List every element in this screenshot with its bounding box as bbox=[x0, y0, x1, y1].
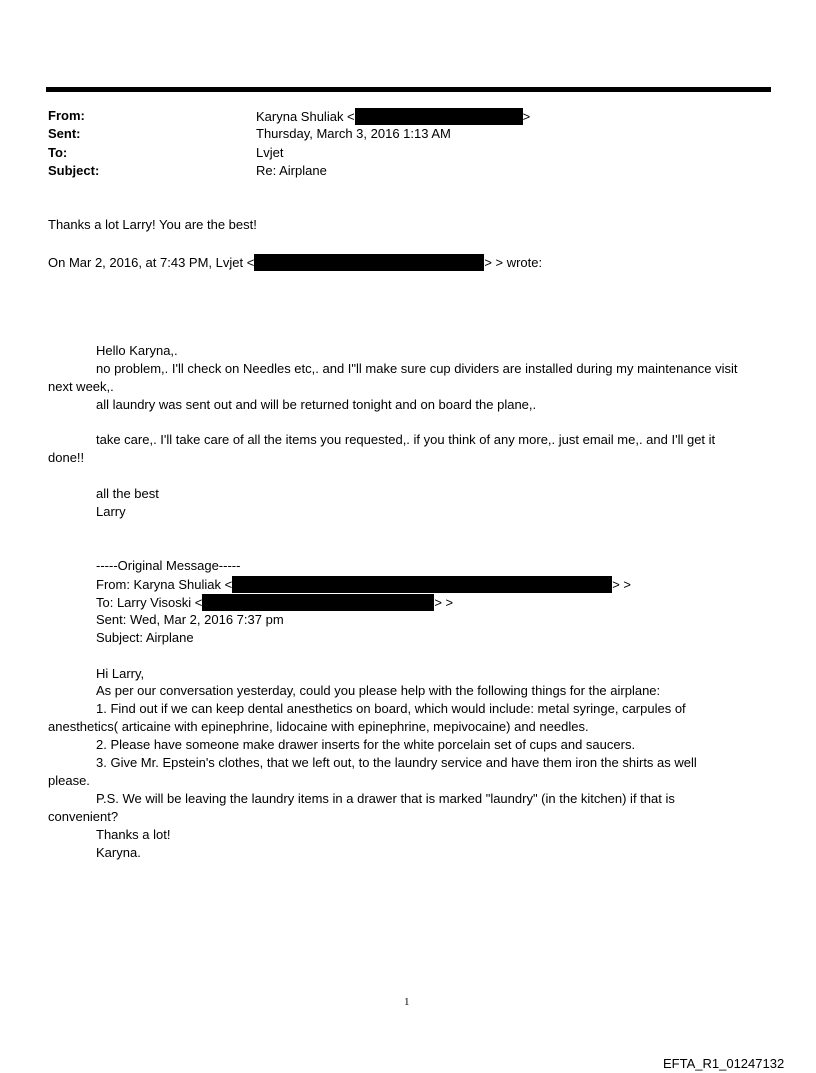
from-name: Karyna Shuliak < bbox=[256, 109, 355, 124]
from-tail: > bbox=[522, 109, 531, 124]
from-label: From: bbox=[48, 108, 85, 123]
redaction-box bbox=[232, 576, 612, 593]
quote-suffix: > > wrote: bbox=[484, 255, 543, 270]
larry-line: Hello Karyna,. bbox=[96, 343, 178, 358]
larry-line: no problem,. I'll check on Needles etc,. and I"ll make sure cup dividers are installed during my maintenance visit bbox=[96, 361, 738, 376]
header-rule bbox=[46, 87, 771, 92]
larry-line: take care,. I'll take care of all the items you requested,. if you think of any more,. just email me,. and I'll get it bbox=[96, 432, 716, 447]
to-label: To: bbox=[48, 145, 68, 160]
larry-line: all the best bbox=[96, 486, 159, 501]
subject-value: Re: Airplane bbox=[256, 163, 327, 178]
larry-signature: Larry bbox=[96, 504, 126, 519]
original-divider: -----Original Message----- bbox=[96, 558, 241, 573]
redaction-box bbox=[355, 108, 523, 125]
karyna-signature: Karyna. bbox=[96, 845, 141, 860]
original-sent: Sent: Wed, Mar 2, 2016 7:37 pm bbox=[96, 612, 284, 627]
karyna-line: P.S. We will be leaving the laundry items in a drawer that is marked "laundry" (in the kitchen) if that is bbox=[96, 791, 675, 806]
karyna-line: As per our conversation yesterday, could you please help with the following things for the airplane: bbox=[96, 683, 661, 698]
original-from-prefix: From: Karyna Shuliak < bbox=[96, 577, 233, 592]
karyna-line: anesthetics( articaine with epinephrine, lidocaine with epinephrine, mepivocaine) and needles. bbox=[48, 719, 589, 734]
karyna-line: Thanks a lot! bbox=[96, 827, 171, 842]
karyna-line: Hi Larry, bbox=[96, 666, 145, 681]
larry-line: done!! bbox=[48, 450, 85, 465]
page-number: 1 bbox=[404, 996, 410, 1008]
redaction-box bbox=[254, 254, 484, 271]
from-value bbox=[256, 108, 530, 125]
original-to-prefix: To: Larry Visoski < bbox=[96, 595, 203, 610]
to-value: Lvjet bbox=[256, 145, 284, 160]
original-from-suffix: > > bbox=[612, 577, 631, 592]
quote-prefix: On Mar 2, 2016, at 7:43 PM, Lvjet < bbox=[48, 255, 255, 270]
karyna-line: 3. Give Mr. Epstein's clothes, that we left out, to the laundry service and have them iron the shirts as well bbox=[96, 755, 697, 770]
quote-attribution bbox=[48, 254, 542, 271]
sent-label: Sent: bbox=[48, 126, 81, 141]
original-subject: Subject: Airplane bbox=[96, 630, 194, 645]
original-from bbox=[96, 576, 631, 593]
reply-text: Thanks a lot Larry! You are the best! bbox=[48, 217, 257, 232]
larry-line: next week,. bbox=[48, 379, 114, 394]
subject-label: Subject: bbox=[48, 163, 100, 178]
larry-line: all laundry was sent out and will be returned tonight and on board the plane,. bbox=[96, 397, 537, 412]
redaction-box bbox=[202, 594, 434, 611]
sent-value: Thursday, March 3, 2016 1:13 AM bbox=[256, 126, 451, 141]
karyna-line: please. bbox=[48, 773, 90, 788]
original-to-suffix: > > bbox=[434, 595, 454, 610]
karyna-line: convenient? bbox=[48, 809, 119, 824]
bates-number: EFTA_R1_01247132 bbox=[663, 1056, 785, 1071]
original-to bbox=[96, 594, 453, 611]
karyna-line: 2. Please have someone make drawer inserts for the white porcelain set of cups and saucers. bbox=[96, 737, 636, 752]
karyna-line: 1. Find out if we can keep dental anesthetics on board, which would include: metal syringe, carpules of bbox=[96, 701, 686, 716]
